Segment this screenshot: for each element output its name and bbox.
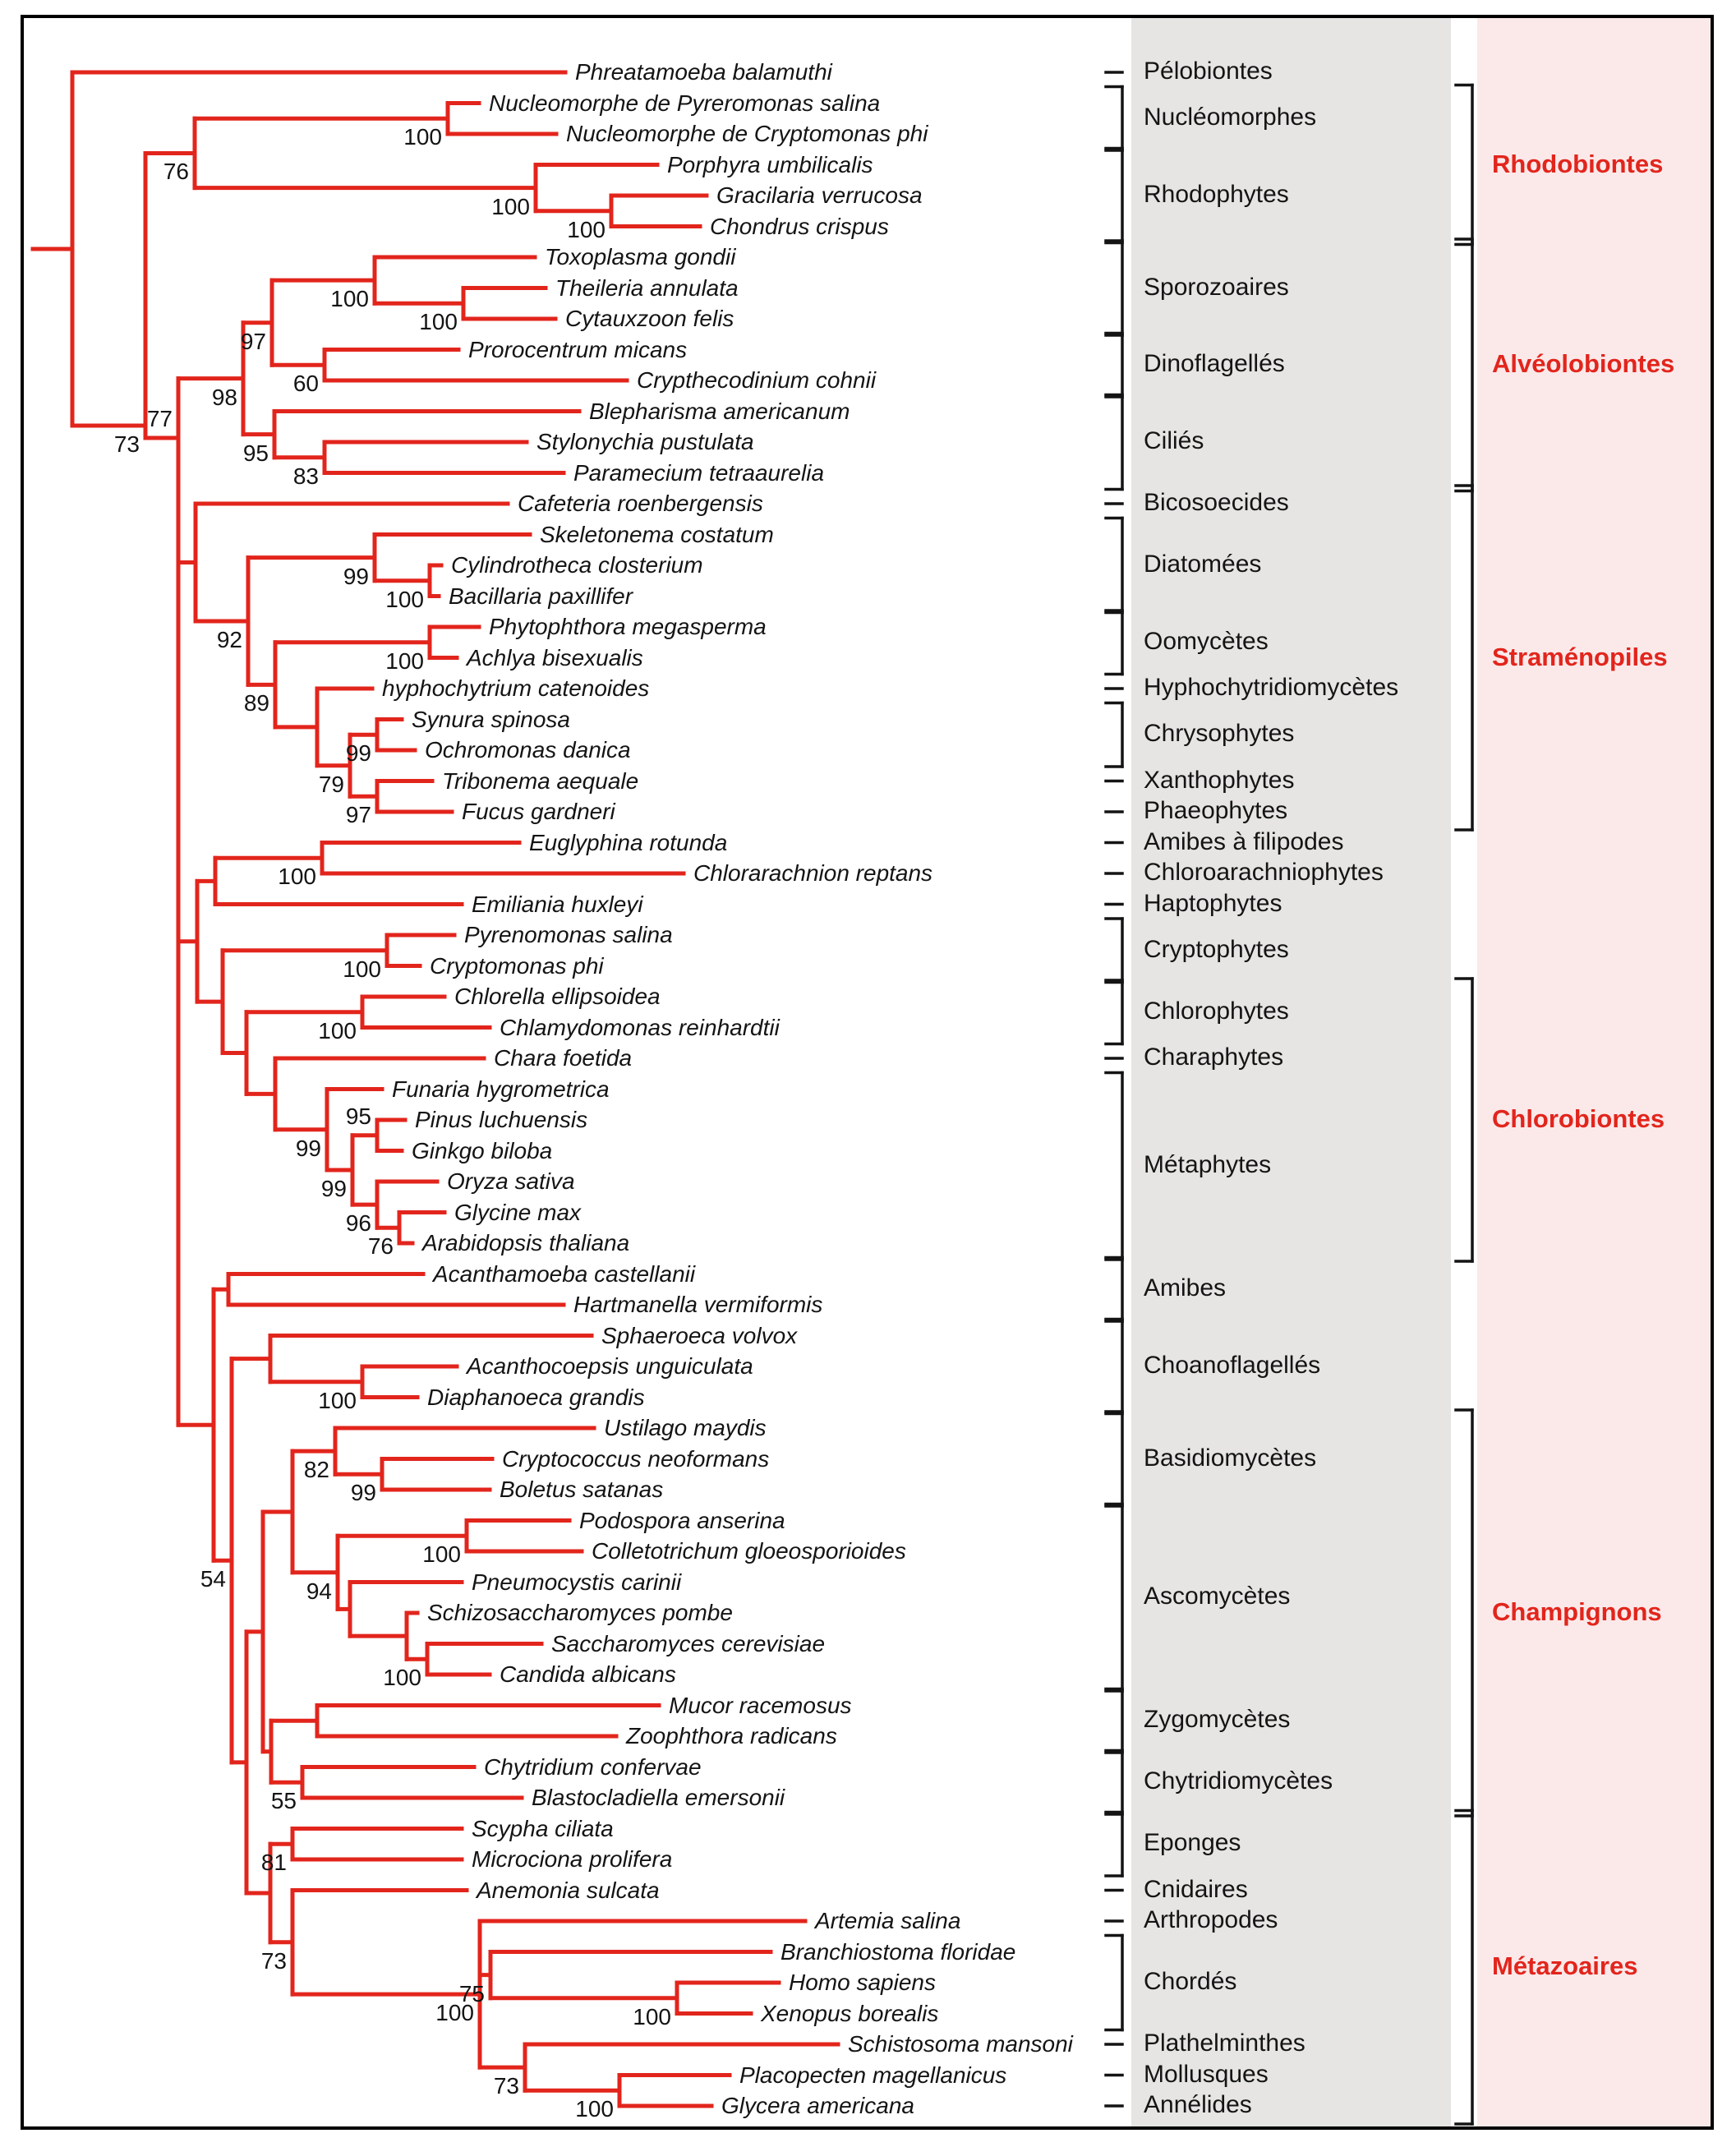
- species-label: Homo sapiens: [789, 1970, 936, 1995]
- species-label: Diaphanoeca grandis: [427, 1384, 645, 1410]
- group-label: Pélobiontes: [1144, 58, 1273, 85]
- species-label: Nucleomorphe de Pyreromonas salina: [489, 90, 881, 116]
- bootstrap-value: 98: [211, 384, 237, 410]
- species-label: Boletus satanas: [500, 1477, 664, 1502]
- group-label: Ciliés: [1144, 427, 1204, 454]
- bootstrap-value: 82: [303, 1457, 329, 1483]
- bootstrap-value: 100: [318, 1017, 357, 1044]
- species-label: Placopecten magellanicus: [739, 2062, 1007, 2088]
- bootstrap-value: 99: [350, 1480, 376, 1506]
- bootstrap-value: 100: [403, 124, 442, 150]
- bootstrap-value: 95: [242, 440, 269, 466]
- species-label: Stylonychia pustulata: [536, 429, 754, 454]
- bootstrap-value: 75: [458, 1980, 485, 2006]
- group-label: Chloroarachniophytes: [1144, 859, 1384, 886]
- group-label: Hyphochytridiomycètes: [1144, 674, 1399, 701]
- bootstrap-value: 100: [435, 2000, 474, 2026]
- species-label: Chondrus crispus: [710, 213, 889, 239]
- species-label: Hartmanella vermiformis: [573, 1292, 823, 1317]
- species-label: Theileria annulata: [555, 274, 739, 301]
- bootstrap-value: 97: [240, 328, 266, 354]
- group-label: Annélides: [1144, 2091, 1252, 2118]
- species-label: Zoophthora radicans: [626, 1723, 837, 1748]
- species-label: Cryptococcus neoformans: [502, 1445, 770, 1472]
- bootstrap-value: 100: [385, 647, 424, 674]
- species-label: Nucleomorphe de Cryptomonas phi: [566, 121, 928, 146]
- species-label: Phytophthora megasperma: [489, 614, 767, 639]
- bootstrap-value: 77: [146, 406, 173, 431]
- bootstrap-value: 92: [216, 626, 242, 652]
- species-label: Branchiostoma floridae: [781, 1938, 1016, 1965]
- group-label: Plathelminthes: [1144, 2030, 1305, 2057]
- species-label: Anemonia sulcata: [477, 1877, 660, 1903]
- species-label: Blepharisma americanum: [589, 398, 850, 424]
- bootstrap-value: 54: [200, 1566, 226, 1592]
- bootstrap-value: 96: [345, 1210, 371, 1237]
- species-label: Saccharomyces cerevisiae: [551, 1630, 826, 1656]
- group-label: Bicosoecides: [1144, 489, 1289, 516]
- bootstrap-value: 100: [330, 286, 369, 312]
- species-label: Bacillaria paxillifer: [449, 583, 633, 609]
- species-label: Pyrenomonas salina: [464, 922, 673, 947]
- group-label: Amibes: [1144, 1274, 1227, 1302]
- bootstrap-value: 73: [493, 2073, 519, 2099]
- species-label: Crypthecodinium cohnii: [637, 367, 877, 393]
- species-label: Fucus gardneri: [462, 799, 615, 824]
- species-label: Achlya bisexualis: [467, 644, 643, 670]
- bootstrap-value: 100: [343, 956, 381, 982]
- species-label: Glycine max: [454, 1199, 582, 1225]
- clade-label: Rhodobiontes: [1492, 149, 1664, 178]
- bootstrap-value: 94: [306, 1578, 332, 1604]
- bootstrap-value: 89: [243, 690, 269, 716]
- bootstrap-value: 73: [260, 1947, 287, 1974]
- bootstrap-value: 95: [345, 1103, 371, 1129]
- group-label: Ascomycètes: [1144, 1583, 1291, 1610]
- group-label: Phaeophytes: [1144, 797, 1288, 824]
- bootstrap-value: 76: [367, 1233, 394, 1260]
- group-label: Cnidaires: [1144, 1875, 1248, 1903]
- clade-label: Alvéolobiontes: [1492, 349, 1675, 379]
- bootstrap-value: 97: [345, 802, 371, 828]
- bootstrap-value: 100: [491, 193, 530, 219]
- species-label: Candida albicans: [500, 1661, 676, 1687]
- group-label: Chlorophytes: [1144, 997, 1289, 1025]
- group-label: Oomycètes: [1144, 627, 1269, 655]
- clade-label: Métazoaires: [1492, 1951, 1638, 1981]
- species-label: Cytauxzoon felis: [565, 306, 734, 331]
- group-label: Zygomycètes: [1144, 1706, 1291, 1734]
- clade-label: Champignons: [1492, 1597, 1662, 1626]
- species-label: hyphochytrium catenoides: [382, 675, 650, 701]
- bootstrap-value: 99: [295, 1135, 321, 1161]
- bootstrap-value: 100: [567, 216, 606, 242]
- bootstrap-value: 55: [270, 1788, 297, 1814]
- species-label: Glycera americana: [721, 2093, 914, 2118]
- species-label: Oryza sativa: [447, 1168, 575, 1194]
- group-label: Charaphytes: [1144, 1044, 1284, 1071]
- group-label: Haptophytes: [1144, 889, 1282, 917]
- species-label: Pinus luchuensis: [415, 1107, 588, 1132]
- bootstrap-value: 73: [113, 431, 140, 457]
- bootstrap-value: 81: [260, 1850, 287, 1876]
- clade-label: Straménopiles: [1492, 642, 1668, 671]
- species-label: Prorocentrum micans: [468, 336, 688, 362]
- bootstrap-value: 99: [343, 563, 369, 589]
- group-label: Dinoflagellés: [1144, 350, 1285, 378]
- group-label: Arthropodes: [1144, 1906, 1278, 1933]
- group-label: Chordés: [1144, 1968, 1237, 1995]
- bootstrap-value: 100: [575, 2096, 614, 2122]
- species-label: Euglyphina rotunda: [529, 829, 728, 855]
- species-label: Toxoplasma gondii: [545, 244, 736, 270]
- group-label: Nucléomorphes: [1144, 104, 1317, 131]
- group-label: Mollusques: [1144, 2060, 1269, 2088]
- species-label: Skeletonema costatum: [540, 521, 774, 547]
- bootstrap-value: 100: [385, 586, 424, 612]
- species-label: Artemia salina: [815, 1908, 961, 1933]
- bootstrap-value: 100: [383, 1665, 421, 1691]
- group-label: Cryptophytes: [1144, 935, 1289, 963]
- species-label: Chytridium confervae: [484, 1753, 702, 1780]
- bootstrap-value: 100: [633, 2003, 671, 2030]
- bootstrap-value: 76: [163, 159, 189, 185]
- species-label: Ginkgo biloba: [412, 1137, 553, 1163]
- species-label: Gracilaria verrucosa: [716, 182, 923, 208]
- group-label: Xanthophytes: [1144, 766, 1295, 794]
- group-label: Diatomées: [1144, 551, 1262, 578]
- species-label: Chara foetida: [494, 1045, 633, 1071]
- species-label: Schizosaccharomyces pombe: [427, 1600, 733, 1625]
- species-label: Chlorarachnion reptans: [693, 860, 933, 886]
- group-label: Amibes à filipodes: [1144, 827, 1344, 855]
- bootstrap-value: 99: [320, 1175, 347, 1201]
- species-label: Phreatamoeba balamuthi: [575, 59, 832, 85]
- species-label: Arabidopsis thaliana: [422, 1230, 630, 1255]
- group-label: Basidiomycètes: [1144, 1444, 1317, 1472]
- species-label: Paramecium tetraaurelia: [573, 459, 825, 486]
- species-label: Ochromonas danica: [425, 737, 631, 763]
- clade-label: Chlorobiontes: [1492, 1104, 1665, 1133]
- bootstrap-value: 83: [292, 463, 319, 489]
- species-label: Cylindrotheca closterium: [451, 552, 703, 578]
- species-label: Scypha ciliata: [472, 1815, 614, 1841]
- species-label: Synura spinosa: [412, 706, 571, 732]
- group-label: Chytridiomycètes: [1144, 1767, 1333, 1795]
- species-label: Chlamydomonas reinhardtii: [500, 1014, 780, 1040]
- bootstrap-value: 100: [419, 309, 458, 335]
- group-label: Choanoflagellés: [1144, 1352, 1321, 1379]
- species-label: Cryptomonas phi: [430, 952, 604, 979]
- species-label: Porphyra umbilicalis: [667, 151, 873, 177]
- bootstrap-value: 79: [318, 771, 344, 797]
- bootstrap-value: 100: [318, 1387, 357, 1413]
- group-label: Eponges: [1144, 1829, 1241, 1857]
- species-label: Ustilago maydis: [604, 1415, 767, 1440]
- group-label: Chrysophytes: [1144, 720, 1295, 748]
- species-label: Mucor racemosus: [669, 1692, 852, 1718]
- bootstrap-value: 100: [422, 1541, 461, 1568]
- species-label: Acanthocoepsis unguiculata: [467, 1353, 753, 1379]
- species-label: Pneumocystis carinii: [472, 1569, 682, 1595]
- species-label: Chlorella ellipsoidea: [454, 984, 661, 1009]
- species-label: Acanthamoeba castellanii: [433, 1260, 696, 1287]
- group-label: Métaphytes: [1144, 1151, 1272, 1179]
- species-label: Emiliania huxleyi: [472, 891, 643, 917]
- bootstrap-value: 99: [345, 740, 371, 767]
- bootstrap-value: 100: [278, 864, 316, 890]
- group-label: Sporozoaires: [1144, 273, 1289, 301]
- species-label: Microciona prolifera: [472, 1846, 673, 1872]
- species-label: Podospora anserina: [579, 1507, 785, 1533]
- species-label: Cafeteria roenbergensis: [518, 491, 763, 516]
- species-label: Schistosoma mansoni: [848, 2031, 1073, 2057]
- species-label: Colletotrichum gloeosporioides: [592, 1538, 906, 1564]
- group-label: Rhodophytes: [1144, 181, 1289, 208]
- species-label: Blastocladiella emersonii: [532, 1785, 785, 1810]
- species-label: Xenopus borealis: [761, 2000, 939, 2026]
- species-label: Funaria hygrometrica: [392, 1076, 610, 1102]
- species-label: Tribonema aequale: [442, 767, 639, 794]
- species-label: Sphaeroeca volvox: [601, 1322, 798, 1348]
- bootstrap-value: 60: [292, 371, 319, 397]
